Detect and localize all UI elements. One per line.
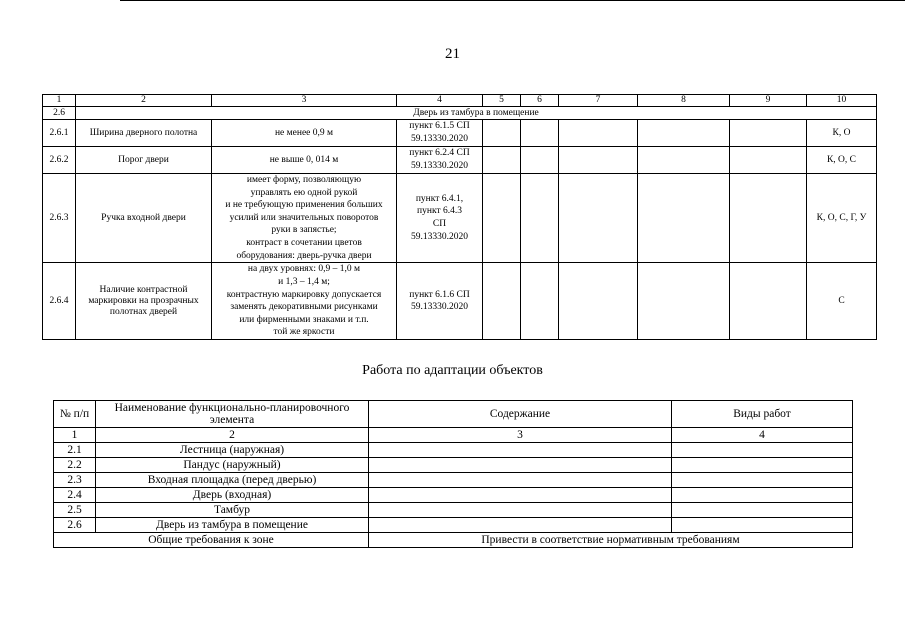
works-cell: [672, 473, 853, 488]
content-cell: [369, 473, 672, 488]
table-row: [54, 503, 853, 518]
column-number: 6: [521, 95, 559, 107]
element-name: Тамбур: [96, 503, 369, 518]
regulation-reference: пункт 6.1.5 СП 59.13330.2020: [397, 120, 483, 147]
requirement: на двух уровнях: 0,9 – 1,0 м и 1,3 – 1,4 м; контрастную маркировку допускается заменять декоративными рисунками или фирменными знаками и т.п. той же яркости: [212, 263, 397, 340]
element-name: Ручка входной двери: [76, 174, 212, 263]
element-name: Порог двери: [76, 147, 212, 174]
column-number: 3: [369, 428, 672, 443]
element-name: Лестница (наружная): [96, 443, 369, 458]
header-element-name: Наименование функционально-планировочного элемента: [96, 401, 369, 428]
row-number: 2.5: [54, 503, 96, 518]
column-number: 4: [672, 428, 853, 443]
table-row: [43, 174, 877, 263]
content-cell: [369, 458, 672, 473]
column-number: 2: [96, 428, 369, 443]
table-row: [54, 458, 853, 473]
element-name: Дверь (входная): [96, 488, 369, 503]
empty-cell: [638, 147, 730, 174]
empty-cell: [559, 147, 638, 174]
header-content: Содержание: [369, 401, 672, 428]
column-numbers-row: [54, 428, 853, 443]
empty-cell: [638, 263, 730, 340]
element-name: Дверь из тамбура в помещение: [96, 518, 369, 533]
column-number: 2: [76, 95, 212, 107]
row-number: 2.6.1: [43, 120, 76, 147]
empty-cell: [521, 120, 559, 147]
table-row: [43, 263, 877, 340]
section-heading: Работа по адаптации объектов: [362, 363, 543, 378]
row-number: 2.6: [54, 518, 96, 533]
table-row: [54, 473, 853, 488]
category-codes: К, О, С, Г, У: [807, 174, 877, 263]
table-header-row: [43, 95, 877, 107]
row-number: 2.4: [54, 488, 96, 503]
column-number: 1: [54, 428, 96, 443]
element-name: Пандус (наружный): [96, 458, 369, 473]
column-number: 7: [559, 95, 638, 107]
row-number: 2.2: [54, 458, 96, 473]
content-cell: [369, 503, 672, 518]
empty-cell: [559, 174, 638, 263]
summary-row: [54, 533, 853, 548]
column-number: 5: [483, 95, 521, 107]
regulation-reference: пункт 6.1.6 СП 59.13330.2020: [397, 263, 483, 340]
table-row: [43, 120, 877, 147]
section-row: [43, 107, 877, 120]
empty-cell: [638, 120, 730, 147]
column-number: 4: [397, 95, 483, 107]
table-header-row: [54, 401, 853, 428]
element-name: Входная площадка (перед дверью): [96, 473, 369, 488]
category-codes: К, О, С: [807, 147, 877, 174]
empty-cell: [521, 263, 559, 340]
row-number: 2.6.2: [43, 147, 76, 174]
summary-label: Общие требования к зоне: [54, 533, 369, 548]
empty-cell: [559, 263, 638, 340]
row-number: 2.6.3: [43, 174, 76, 263]
works-cell: [672, 488, 853, 503]
adaptation-table: [53, 400, 853, 548]
element-name: Наличие контрастной маркировки на прозрачных полотнах дверей: [76, 263, 212, 340]
page-number: 21: [445, 46, 460, 62]
element-name: Ширина дверного полотна: [76, 120, 212, 147]
table-row: [43, 147, 877, 174]
requirements-table: [42, 94, 877, 340]
summary-text: Привести в соответствие нормативным требованиям: [369, 533, 853, 548]
requirement: имеет форму, позволяющую управлять ею одной рукой и не требующую применения больших усилий или значительных поворотов руки в запястье; контраст в сочетании цветов оборудования: дверь-ручка двери: [212, 174, 397, 263]
column-number: 8: [638, 95, 730, 107]
works-cell: [672, 458, 853, 473]
empty-cell: [483, 263, 521, 340]
row-number: 2.6.4: [43, 263, 76, 340]
regulation-reference: пункт 6.2.4 СП 59.13330.2020: [397, 147, 483, 174]
table-row: [54, 488, 853, 503]
empty-cell: [559, 120, 638, 147]
column-number: 3: [212, 95, 397, 107]
content-cell: [369, 443, 672, 458]
regulation-reference: пункт 6.4.1, пункт 6.4.3 СП 59.13330.2020: [397, 174, 483, 263]
row-number: 2.3: [54, 473, 96, 488]
empty-cell: [483, 174, 521, 263]
empty-cell: [730, 147, 807, 174]
column-number: 1: [43, 95, 76, 107]
empty-cell: [730, 174, 807, 263]
column-number: 9: [730, 95, 807, 107]
category-codes: С: [807, 263, 877, 340]
header-works: Виды работ: [672, 401, 853, 428]
works-cell: [672, 503, 853, 518]
works-cell: [672, 518, 853, 533]
table-row: [54, 443, 853, 458]
requirement: не выше 0, 014 м: [212, 147, 397, 174]
row-number: 2.1: [54, 443, 96, 458]
works-cell: [672, 443, 853, 458]
header-number: № п/п: [54, 401, 96, 428]
content-cell: [369, 488, 672, 503]
requirement: не менее 0,9 м: [212, 120, 397, 147]
column-number: 10: [807, 95, 877, 107]
content-cell: [369, 518, 672, 533]
top-rule: [120, 0, 905, 1]
empty-cell: [638, 174, 730, 263]
empty-cell: [730, 263, 807, 340]
section-title: Дверь из тамбура в помещение: [76, 107, 877, 120]
empty-cell: [483, 120, 521, 147]
empty-cell: [521, 174, 559, 263]
category-codes: К, О: [807, 120, 877, 147]
empty-cell: [521, 147, 559, 174]
empty-cell: [730, 120, 807, 147]
empty-cell: [483, 147, 521, 174]
table-row: [54, 518, 853, 533]
section-number: 2.6: [43, 107, 76, 120]
